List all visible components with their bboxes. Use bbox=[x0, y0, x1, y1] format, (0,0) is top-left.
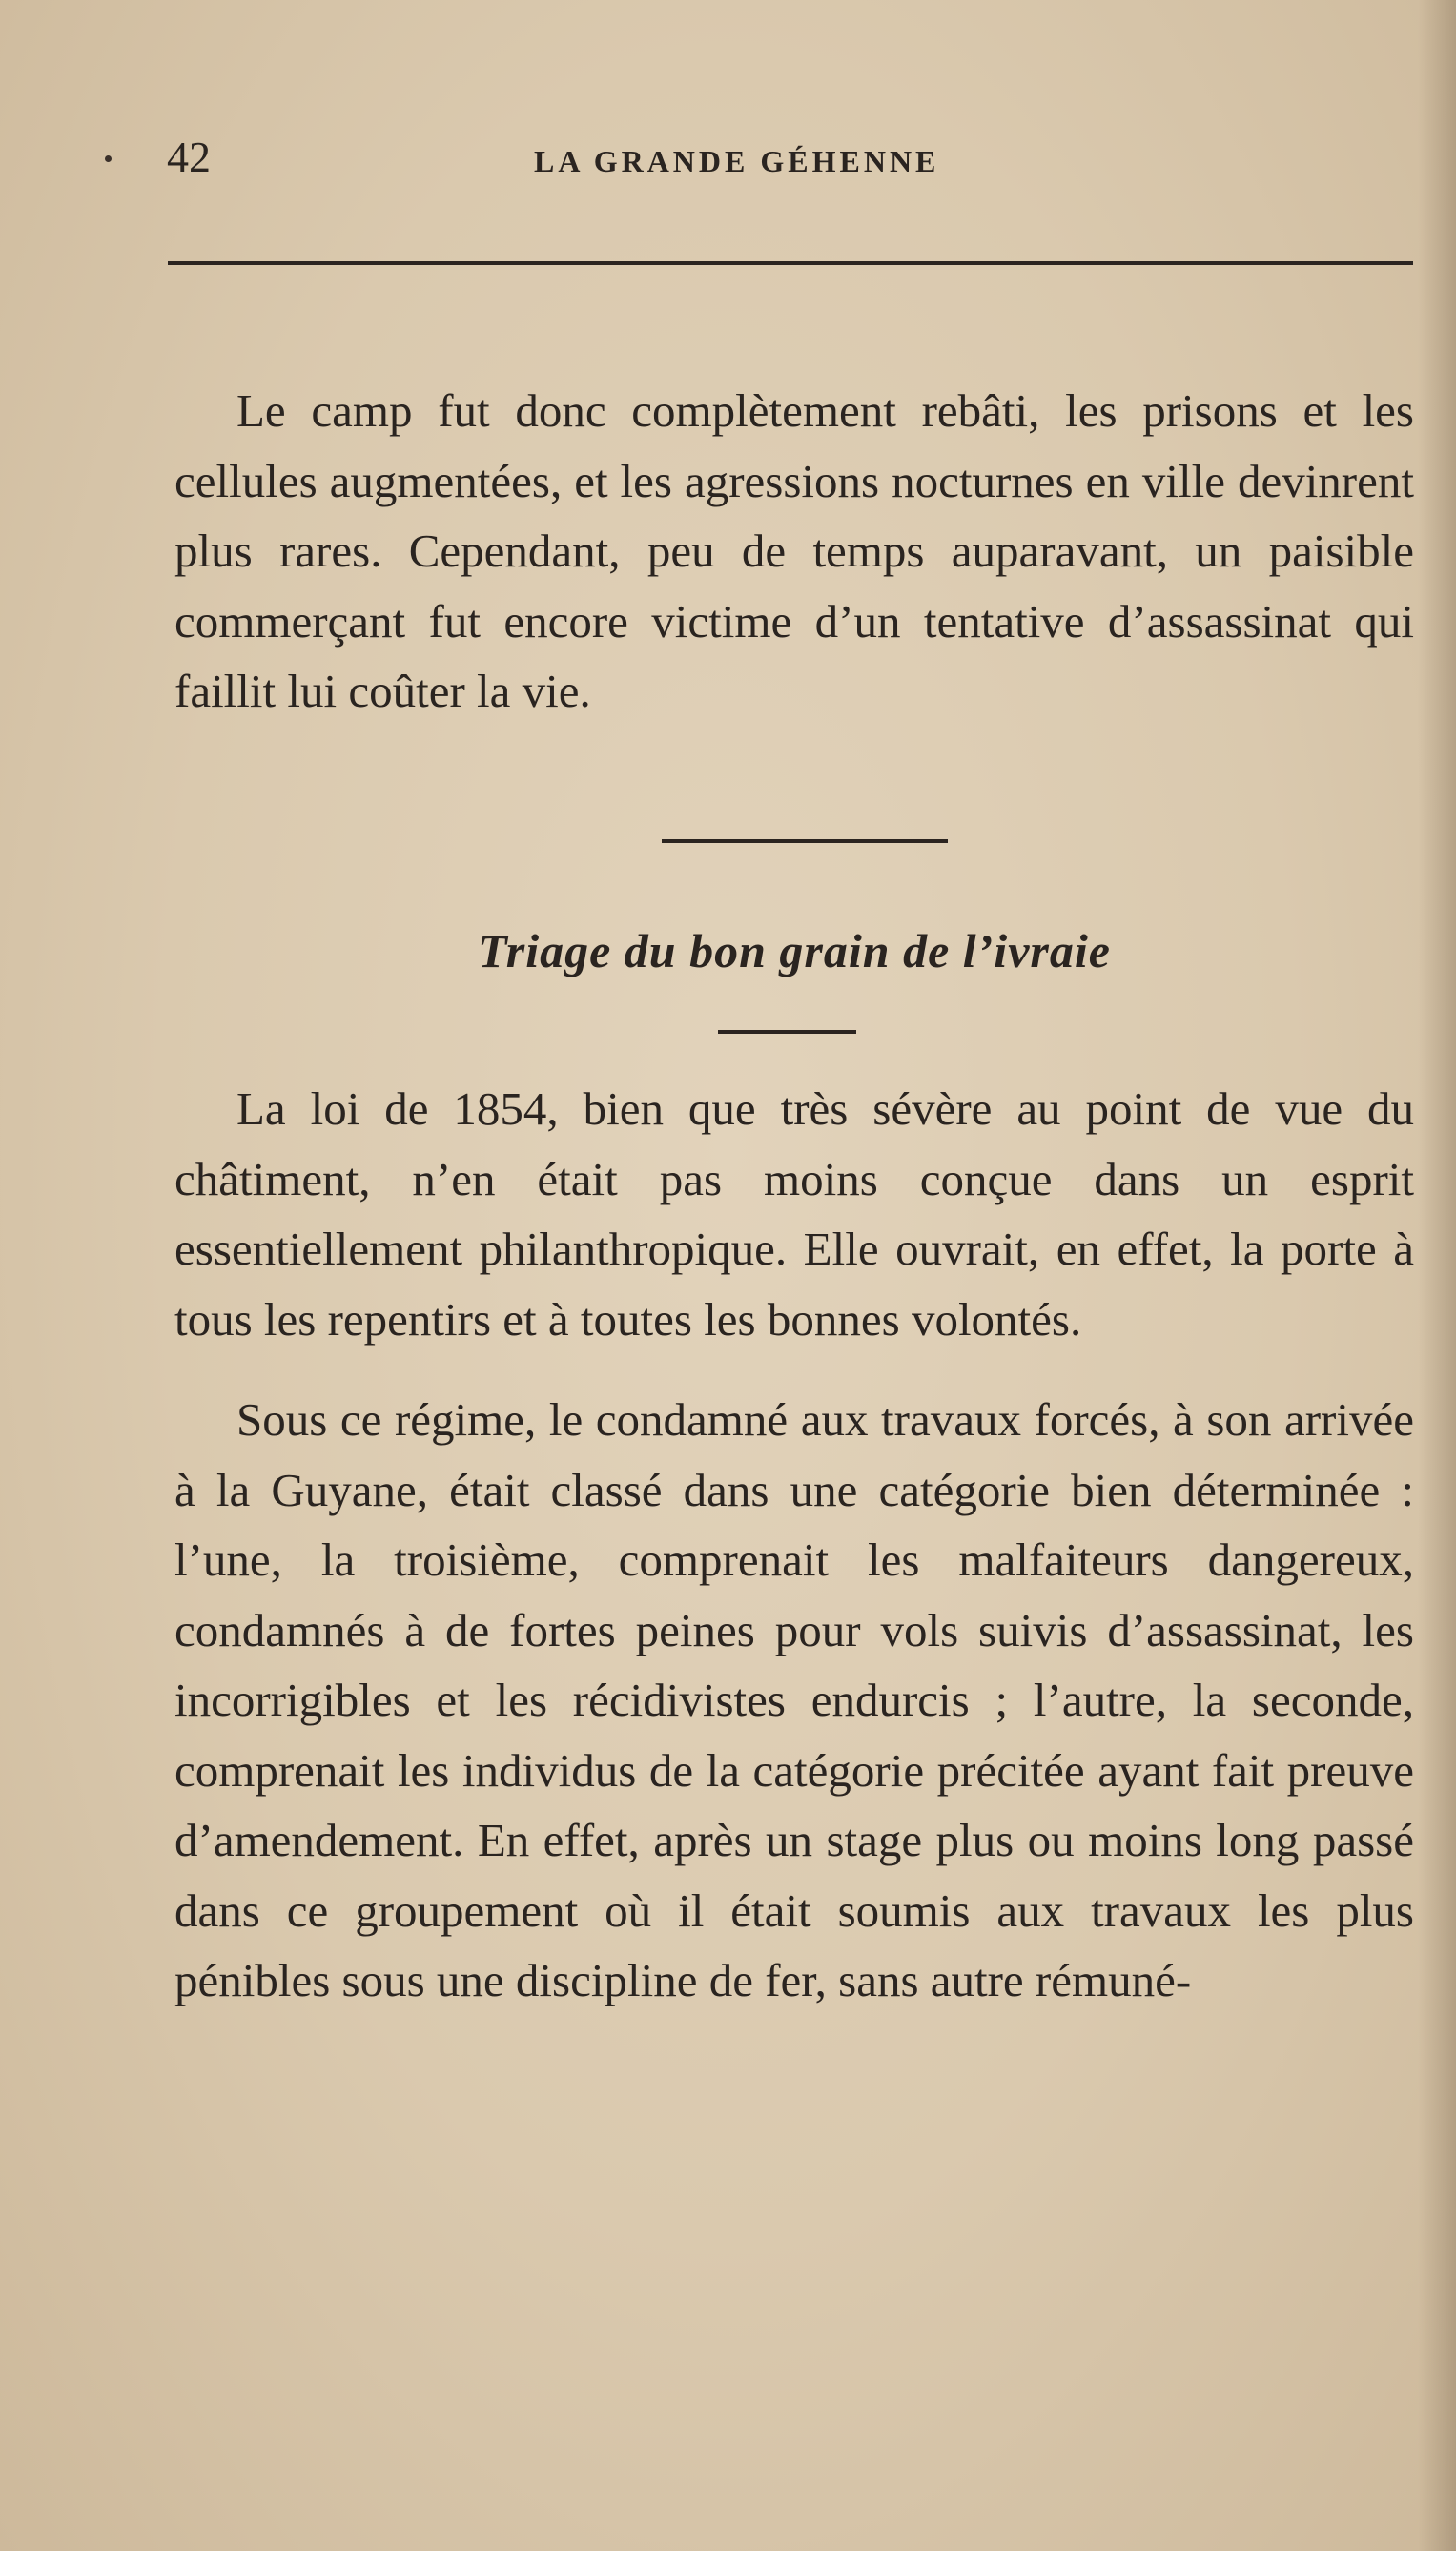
page-header bbox=[95, 129, 1411, 186]
section-separator-bottom bbox=[718, 1030, 856, 1034]
margin-dot bbox=[105, 155, 112, 162]
paragraph-3: Sous ce régime, le condamné aux travaux forcés, à son arrivée à la Guyane, était classé dans une catégorie bien déterminée : l’une, la troisième, comprenait les malfaiteurs dangereux, condamnés à de fortes peines pour vols suivis d’assassinat, les incorrigibles et les récidivistes endurcis ; l’autre, la seconde, comprenait les individus de la catégorie précitée ayant fait preuve d’amendement. En effet, après un stage plus ou moins long passé dans ce groupement où il était soumis aux travaux les plus pénibles sous une discipline de fer, sans autre rémuné- bbox=[174, 1393, 1414, 2006]
paragraph-1: Le camp fut donc complètement rebâti, les prisons et les cellules augmentées, et les agressions nocturnes en ville devinrent plus rares. Cependant, peu de temps auparavant, un paisible commerçant fut encore victime d’un tentative d’assassinat qui faillit lui coûter la vie. bbox=[174, 384, 1414, 717]
paragraph-2: La loi de 1854, bien que très sévère au point de vue du châtiment, n’en était pas moins conçue dans un esprit essentiellement philanthropique. Elle ouvrait, en effet, la porte à tous les repentirs et à toutes les bonnes volontés. bbox=[174, 1082, 1414, 1346]
running-head: LA GRANDE GÉHENNE bbox=[534, 144, 940, 178]
page-edge-shadow bbox=[1418, 0, 1456, 2551]
section-separator-top bbox=[662, 839, 948, 843]
header-rule bbox=[168, 261, 1413, 265]
section-title: Triage du bon grain de l’ivraie bbox=[478, 924, 1111, 977]
page-number: 42 bbox=[167, 133, 211, 181]
